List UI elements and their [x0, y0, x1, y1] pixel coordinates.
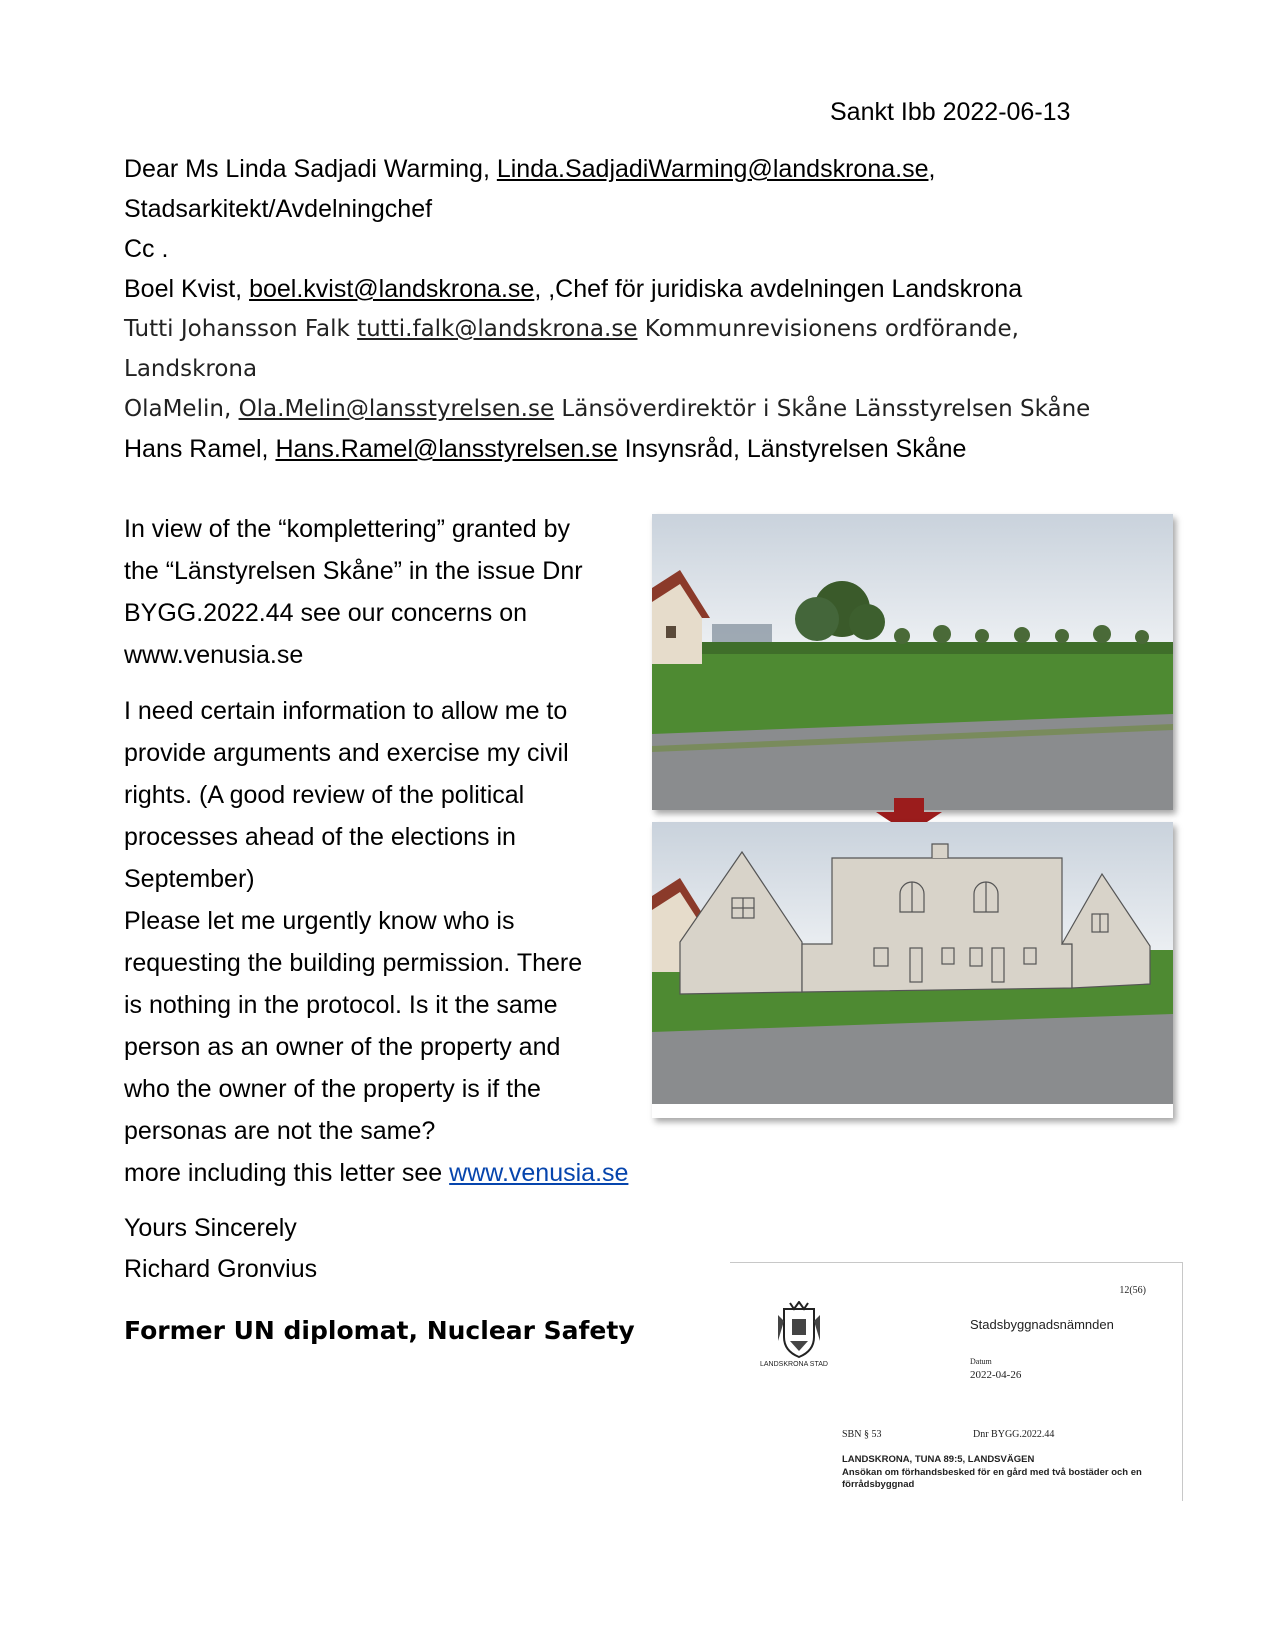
landskrona-crest-icon [772, 1301, 826, 1364]
salutation-suffix: , [928, 155, 936, 183]
paragraph-line: BYGG.2022.44 see our concerns on [124, 599, 528, 627]
cc-entry [124, 434, 966, 464]
cc-entry [124, 314, 1019, 344]
paragraph-line: who the owner of the property is if the [124, 1075, 541, 1103]
cc-role: Länsöverdirektör i Skåne Länsstyrelsen Skåne [554, 396, 1091, 422]
paragraph-information-request [124, 690, 644, 1194]
photo-field-with-building [652, 822, 1173, 1118]
paragraph-line: Please let me urgently know who is [124, 907, 515, 935]
cc-role: Insynsråd, Länstyrelsen Skåne [617, 435, 967, 463]
cc-entry [124, 274, 1022, 304]
cc-label: Cc . [124, 235, 169, 263]
protocol-excerpt [730, 1262, 1183, 1501]
paragraph-line: is nothing in the protocol. Is it the same [124, 991, 558, 1019]
recipient-title: Stadsarkitekt/Avdelningchef [124, 195, 433, 223]
paragraph-komplettering [124, 508, 644, 676]
paragraph-line: the “Länstyrelsen Skåne” in the issue Dnr [124, 557, 583, 585]
cc-name: Tutti Johansson Falk [124, 316, 358, 342]
date-label: Datum [970, 1357, 992, 1366]
page-number: 12(56) [1119, 1285, 1146, 1296]
cc-name: Boel Kvist, [124, 275, 250, 303]
signature-title: Former UN diplomat, Nuclear Safety [124, 1316, 635, 1345]
more-info-text: more including this letter see [124, 1159, 450, 1187]
paragraph-line: provide arguments and exercise my civil [124, 739, 569, 767]
case-number: Dnr BYGG.2022.44 [973, 1429, 1055, 1440]
cc-name: Landskrona [124, 356, 258, 382]
paragraph-line: rights. (A good review of the political [124, 781, 525, 809]
closing-salutation: Yours Sincerely [124, 1214, 297, 1242]
cc-entry-continued [124, 354, 257, 384]
crest-label: LANDSKRONA STAD [760, 1361, 828, 1368]
property-title: LANDSKRONA, TUNA 89:5, LANDSVÄGEN [842, 1454, 1035, 1465]
paragraph-line: www.venusia.se [124, 641, 304, 669]
date-value: 2022-04-26 [970, 1369, 1022, 1381]
date-line: Sankt Ibb 2022-06-13 [830, 98, 1071, 126]
cc-name: Hans Ramel, [124, 435, 276, 463]
paragraph-line: person as an owner of the property and [124, 1033, 561, 1061]
cc-role: Kommunrevisionens ordförande, [637, 316, 1019, 342]
paragraph-line: requesting the building permission. There [124, 949, 583, 977]
application-description: Ansökan om förhandsbesked för en gård med två bostäder och en förrådsbyggnad [842, 1467, 1142, 1490]
paragraph-line: September) [124, 865, 255, 893]
salutation [124, 154, 935, 184]
cc-email-link[interactable]: tutti.falk@landskrona.se [357, 316, 638, 342]
cc-email-link[interactable]: Hans.Ramel@lansstyrelsen.se [275, 435, 618, 463]
cc-email-link[interactable]: Ola.Melin@lansstyrelsen.se [238, 396, 555, 422]
paragraph-line: personas are not the same? [124, 1117, 436, 1145]
venusia-link[interactable]: www.venusia.se [449, 1159, 629, 1187]
paragraph-line: processes ahead of the elections in [124, 823, 516, 851]
cc-entry [124, 394, 1090, 424]
cc-name: OlaMelin, [124, 396, 239, 422]
organization-name: Stadsbyggnadsnämnden [970, 1317, 1114, 1332]
paragraph-line: I need certain information to allow me to [124, 697, 568, 725]
recipient-email-link[interactable]: Linda.SadjadiWarming@landskrona.se [496, 155, 929, 183]
salutation-prefix: Dear Ms Linda Sadjadi Warming, [124, 155, 497, 183]
section-number: SBN § 53 [842, 1429, 882, 1440]
closing-block [124, 1208, 317, 1290]
signature-name: Richard Gronvius [124, 1255, 318, 1283]
more-info-line [124, 1152, 644, 1194]
paragraph-line: In view of the “komplettering” granted by [124, 515, 571, 543]
photo-field-before [652, 514, 1173, 810]
cc-role: , ,Chef för juridiska avdelningen Landskrona [534, 275, 1023, 303]
cc-email-link[interactable]: boel.kvist@landskrona.se [249, 275, 535, 303]
